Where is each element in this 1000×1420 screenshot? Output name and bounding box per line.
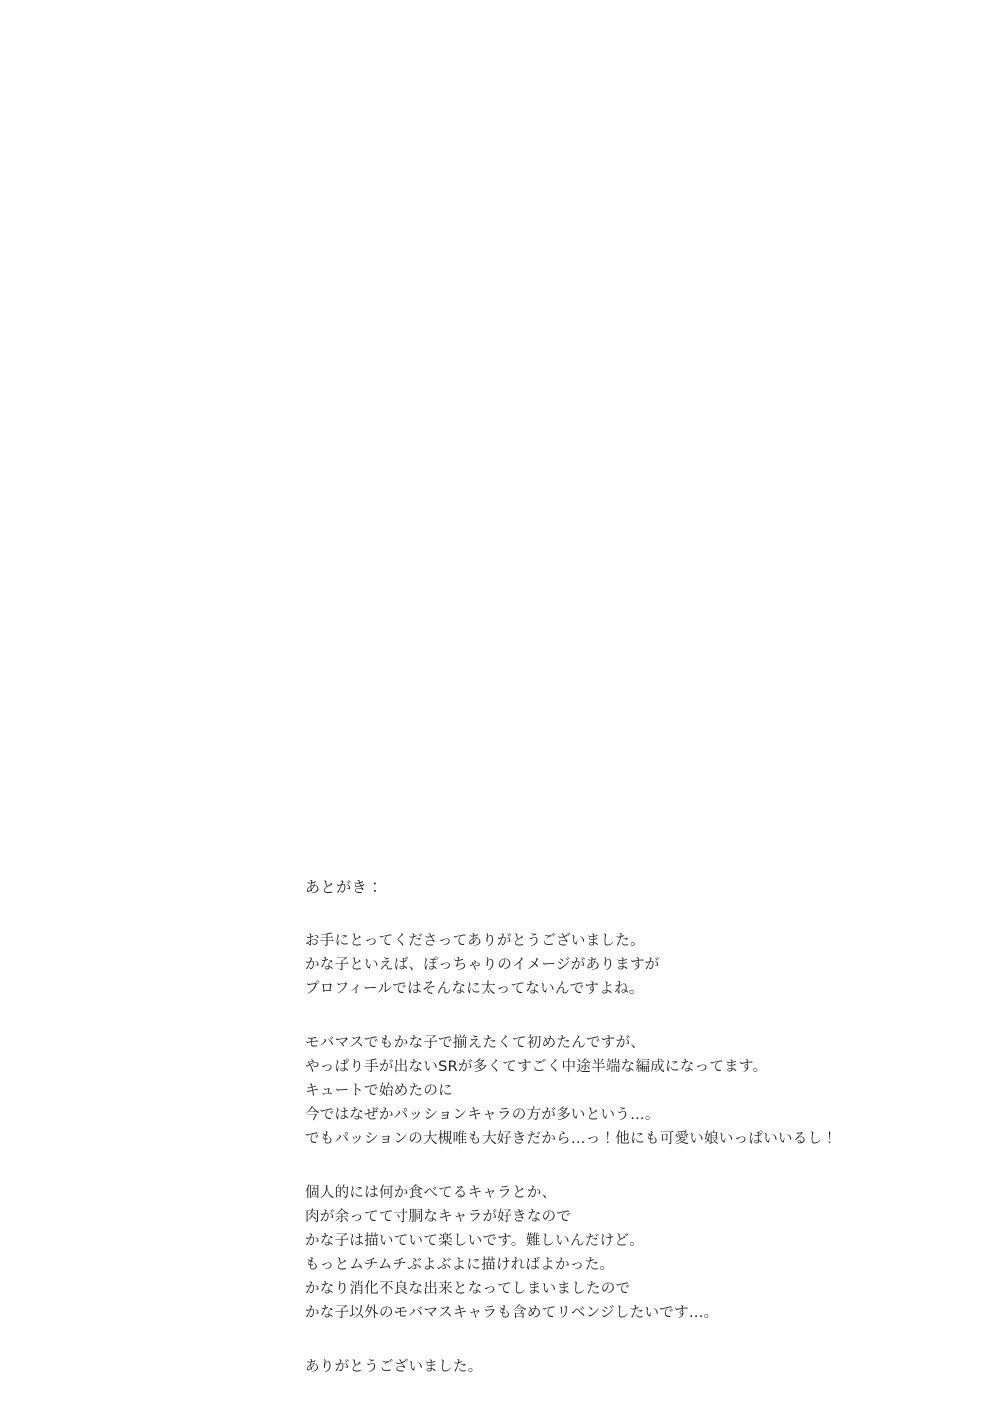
paragraph-closing [305,1355,965,1379]
text-line: 今ではなぜかパッションキャラの方が多いという…。 [305,1107,660,1123]
text-line: キュートで始めたのに [305,1083,453,1099]
paragraph-thanks-intro [305,929,965,1001]
text-line: 個人的には何か食べてるキャラとか、 [305,1185,557,1201]
text-line: かな子以外のモバマスキャラも含めてリベンジしたいです…。 [305,1305,719,1321]
paragraph-personal [305,1181,965,1325]
afterword-heading: あとがき： [305,878,384,896]
text-line: かな子といえば、ぽっちゃりのイメージがありますが [305,957,660,973]
text-line: やっぱり手が出ないSRが多くてすごく中途半端な編成になってます。 [305,1059,768,1075]
text-line: かなり消化不良な出来となってしまいましたので [305,1281,631,1297]
afterword-section [305,880,965,1379]
text-line: でもパッションの大槻唯も大好きだから…っ！他にも可愛い娘いっぱいいるし！ [305,1131,838,1147]
paragraph-mobamas [305,1031,965,1151]
text-line: 肉が余ってて寸胴なキャラが好きなので [305,1209,572,1225]
text-line: ありがとうございました。 [305,1359,483,1375]
text-line: プロフィールではそんなに太ってないんですよね。 [305,981,644,997]
text-line: お手にとってくださってありがとうございました。 [305,933,645,949]
text-line: モバマスでもかな子で揃えたくて初めたんですが、 [305,1035,646,1051]
text-line: かな子は描いていて楽しいです。難しいんだけど。 [305,1233,645,1249]
text-line: もっとムチムチぶよぶよに描ければよかった。 [305,1257,615,1273]
